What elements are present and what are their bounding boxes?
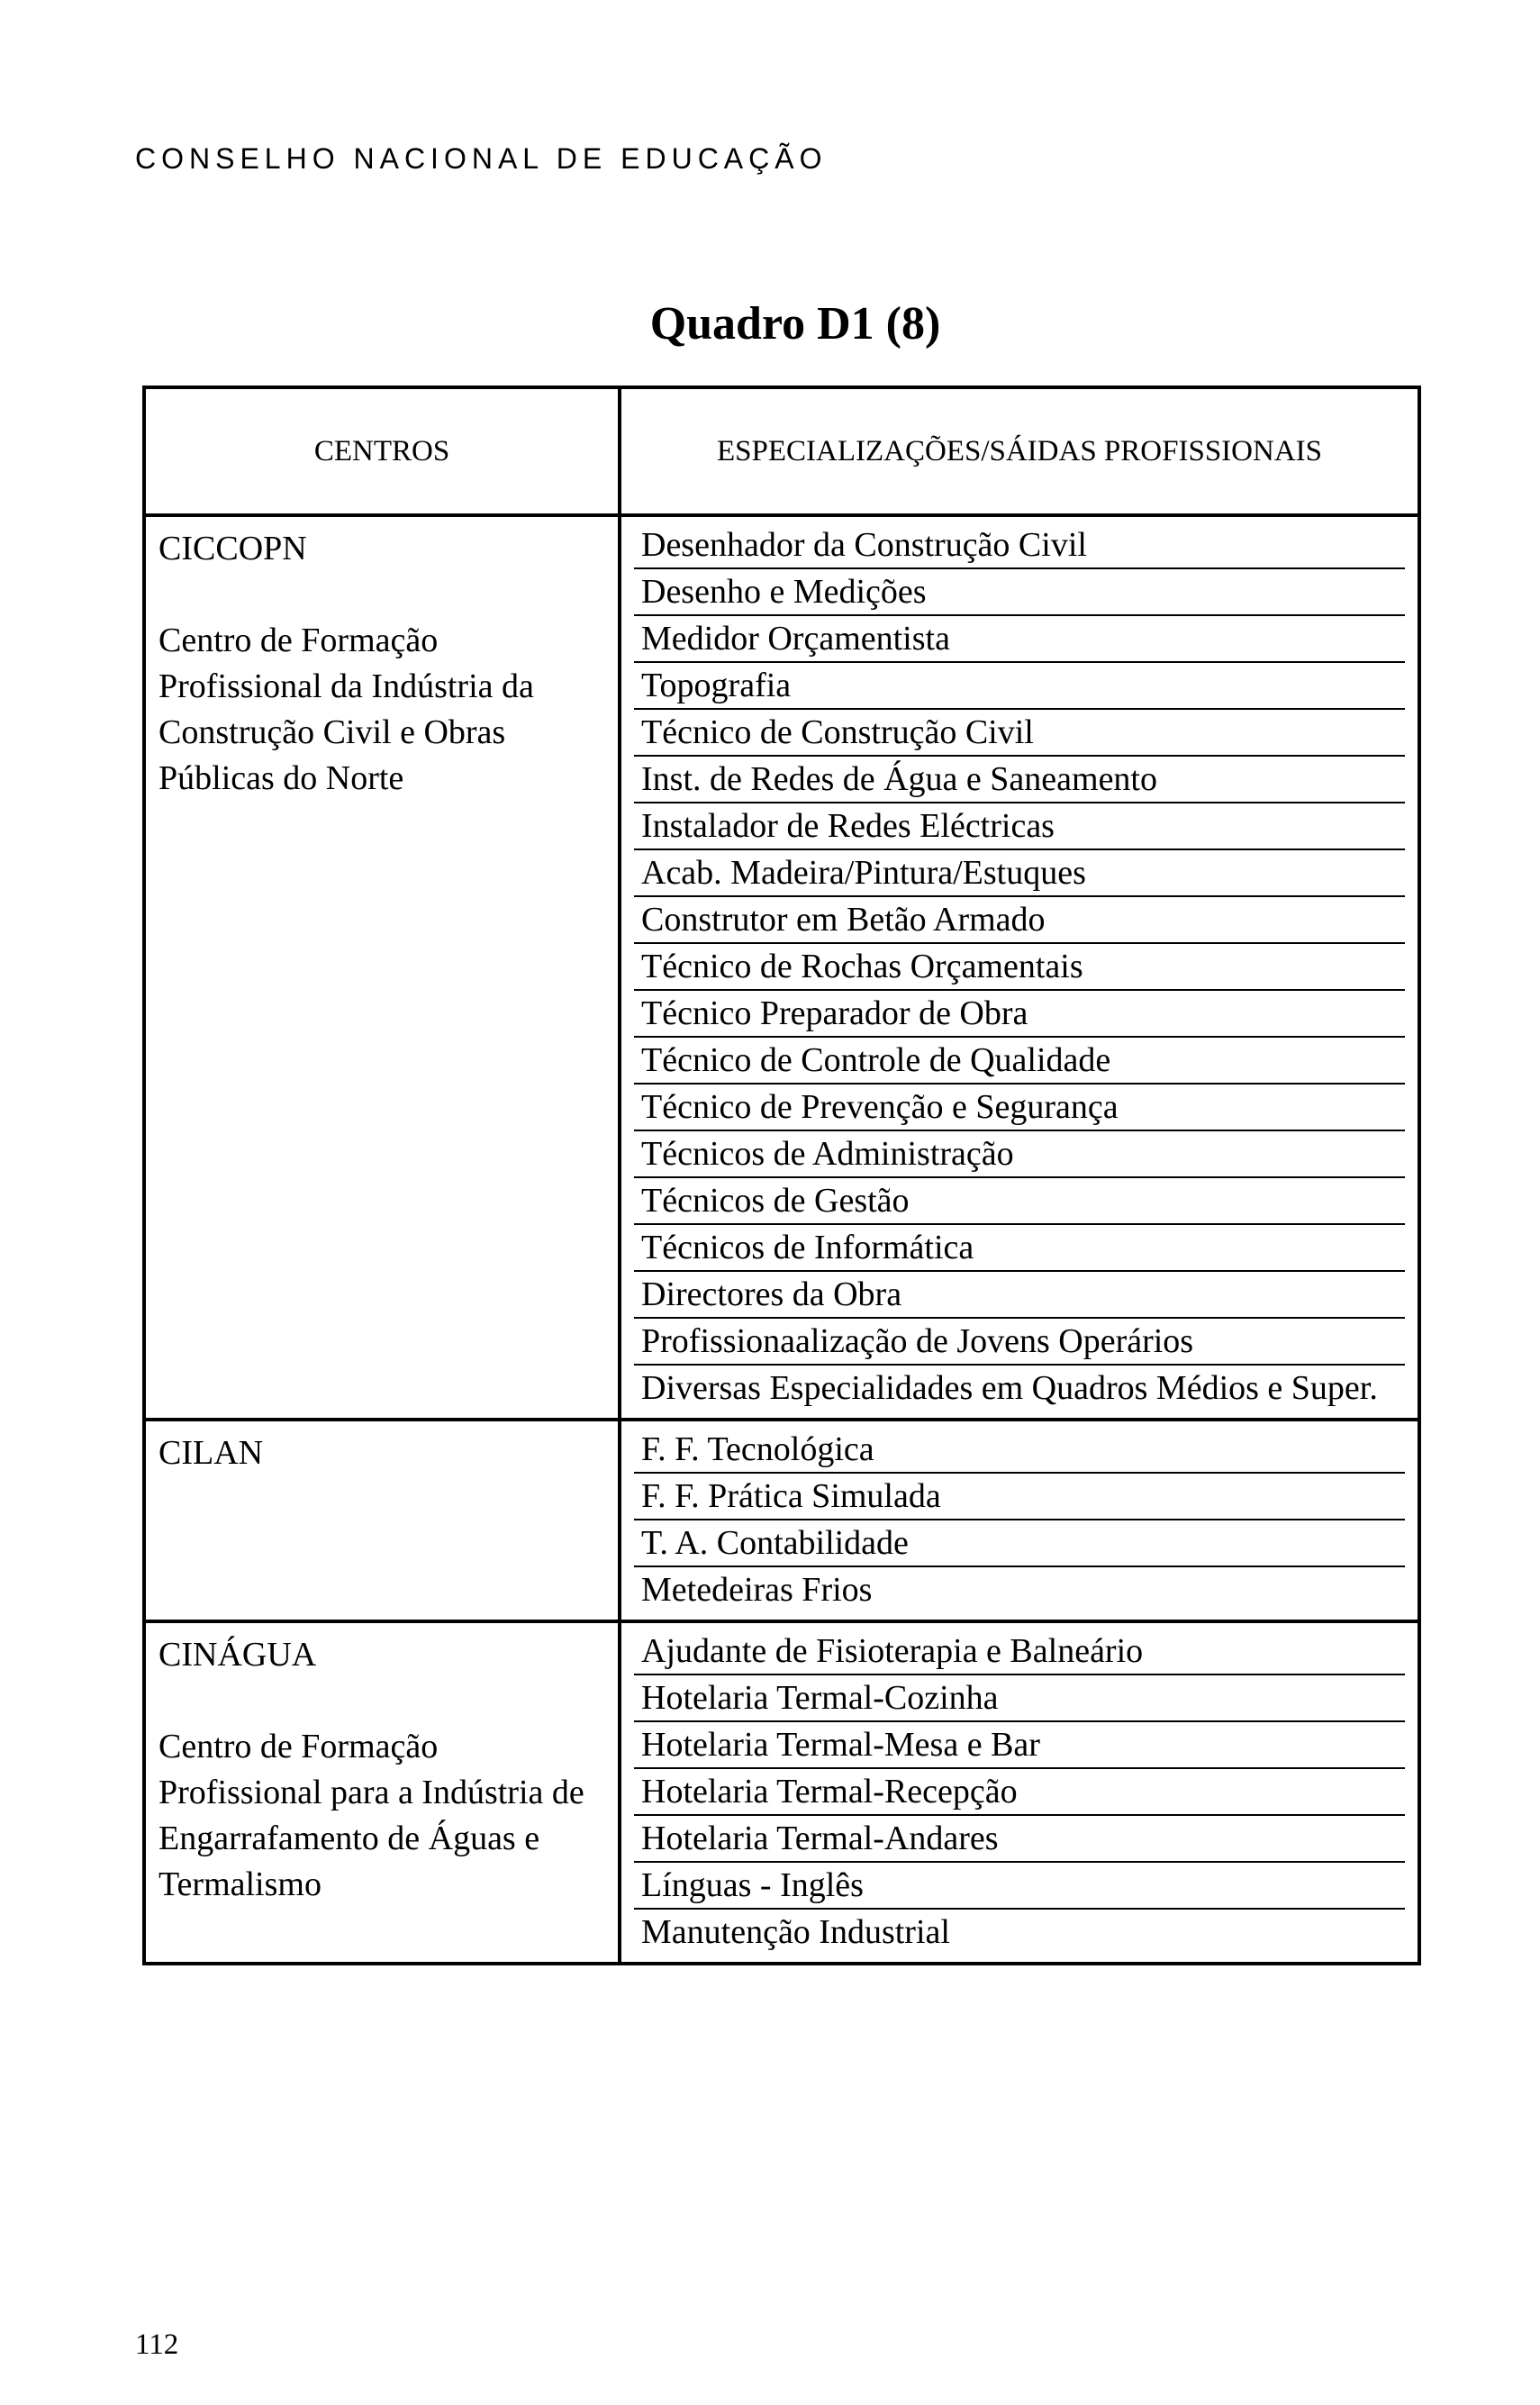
table-body [146, 517, 1418, 1962]
center-description: Centro de Formação Profissional para a Indústria de Engarrafamento de Águas e Termalismo [159, 1728, 584, 1903]
specialization-item: Técnico de Controle de Qualidade [634, 1038, 1405, 1085]
center-description: Centro de Formação Profissional da Indústria da Construção Civil e Obras Públicas do Norte [159, 622, 534, 797]
specialization-item: F. F. Tecnológica [634, 1427, 1405, 1474]
specialization-item: Hotelaria Termal-Cozinha [634, 1675, 1405, 1722]
specialization-item: Técnico de Prevenção e Segurança [634, 1085, 1405, 1131]
specialization-item: Técnicos de Informática [634, 1225, 1405, 1272]
specialization-item: Técnicos de Gestão [634, 1178, 1405, 1225]
specialization-item: Directores da Obra [634, 1272, 1405, 1319]
specialization-item: Desenho e Medições [634, 569, 1405, 616]
specialization-item: Topografia [634, 663, 1405, 710]
center-name: CINÁGUA [159, 1636, 317, 1674]
specialization-item: Línguas - Inglês [634, 1863, 1405, 1910]
specialization-item: Diversas Especialidades em Quadros Médios e Super. [641, 1369, 1378, 1407]
table-title: Quadro D1 (8) [649, 298, 941, 349]
specialization-item: Hotelaria Termal-Recepção [634, 1769, 1405, 1816]
running-header: CONSELHO NACIONAL DE EDUCAÇÃO [135, 142, 828, 175]
specialization-item: Hotelaria Termal-Mesa e Bar [634, 1722, 1405, 1769]
specialization-item: Hotelaria Termal-Andares [634, 1816, 1405, 1863]
center-name: CICCOPN [159, 530, 307, 567]
specialization-item: Profissionaalização de Jovens Operários [634, 1319, 1405, 1366]
center-name: CILAN [159, 1434, 264, 1472]
center-cell [146, 1623, 621, 1962]
page-number: 112 [135, 2328, 179, 2361]
center-cell [146, 517, 621, 1418]
specialization-item: Acab. Madeira/Pintura/Estuques [634, 850, 1405, 897]
column-header-centros: CENTROS [146, 389, 621, 513]
center-group [146, 1623, 1418, 1962]
specialization-item: Metedeiras Frios [641, 1571, 873, 1609]
specialization-item: F. F. Prática Simulada [634, 1474, 1405, 1520]
specialization-item: Ajudante de Fisioterapia e Balneário [634, 1629, 1405, 1675]
center-cell [146, 1421, 621, 1620]
specialization-item: T. A. Contabilidade [634, 1520, 1405, 1567]
specialization-item: Técnicos de Administração [634, 1131, 1405, 1178]
specialization-item: Desenhador da Construção Civil [634, 522, 1405, 569]
specialization-item: Inst. de Redes de Água e Saneamento [634, 757, 1405, 803]
center-group [146, 517, 1418, 1421]
specialization-item: Medidor Orçamentista [634, 616, 1405, 663]
specialization-item: Técnico de Rochas Orçamentais [634, 944, 1405, 991]
center-group [146, 1421, 1418, 1623]
specialization-item: Instalador de Redes Eléctricas [634, 803, 1405, 850]
table-header-row [146, 389, 1418, 517]
specialization-list [621, 1421, 1418, 1620]
specialization-item: Técnico Preparador de Obra [634, 991, 1405, 1038]
column-header-especializacoes: ESPECIALIZAÇÕES/SÁIDAS PROFISSIONAIS [716, 434, 1323, 467]
specialization-item: Manutenção Industrial [641, 1913, 950, 1951]
specialization-item: Construtor em Betão Armado [634, 897, 1405, 944]
specialization-list [621, 1623, 1418, 1962]
specialization-item: Técnico de Construção Civil [634, 710, 1405, 757]
specializations-table [142, 386, 1421, 1965]
specialization-list [621, 517, 1418, 1418]
